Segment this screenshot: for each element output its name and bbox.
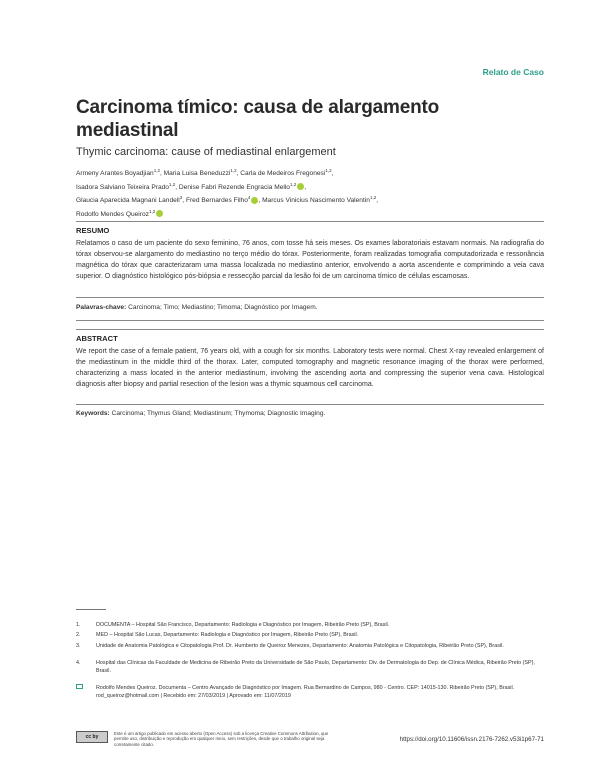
author-affiliation: 1,2 [369,195,377,201]
doi-link[interactable]: https://doi.org/10.11606/issn.2176-7262.v53i1p67-71 [399,736,544,743]
author-affiliation: 1,2 [289,181,297,187]
author-affiliation: 1,2 [153,168,160,173]
author-name: Armeny Arantes Boyadjian [76,170,154,178]
divider [76,404,544,405]
author-affiliation: 1,2 [148,209,156,215]
orcid-icon[interactable] [251,197,258,204]
author-name: Fred Bernardes Filho [185,197,248,205]
footnote-number: 2. [76,632,81,638]
article-title: Carcinoma tímico: causa de alargamento mediastinal [76,97,440,141]
divider [76,320,544,321]
author-name: Isadora Salviano Teixeira Prado [76,183,169,191]
abstract-keywords [76,410,544,417]
author-name: Glaucia Aparecida Magnani Landell [76,197,180,205]
section-tag: Relato de Caso [482,67,544,77]
footnote-number: 3. [76,643,81,649]
divider [76,329,544,330]
article-subtitle: Thymic carcinoma: cause of mediastinal enlargement [76,146,336,158]
author-affiliation: 1,2 [230,168,237,173]
author-name: Marcus Vinicius Nascimento Valentin [262,197,370,205]
resumo-heading: RESUMO [76,226,110,235]
author-name: Rodolfo Mendes Queiroz [76,211,149,219]
author-affiliation: 1,2 [168,181,176,187]
footnote-number: 4. [76,660,81,666]
keywords-label: Keywords: [76,410,110,417]
footnote-text: DOCUMENTA – Hospital São Francisco, Departamento: Radiologia e Diagnóstico por Imagem, Ribeirão Preto (SP), Brasil. [96,622,390,628]
footnote-rule [76,609,106,610]
divider [76,297,544,298]
divider [76,221,544,222]
footnote-text: MED – Hospital São Lucas, Departamento: Radiologia e Diagnóstico por Imagem, Ribeirão Preto (SP), Brasil. [96,632,359,638]
envelope-icon [76,684,88,692]
resumo-keywords [76,304,544,311]
keywords-label: Palavras-chave: [76,304,127,311]
orcid-icon[interactable] [156,210,163,217]
orcid-icon[interactable] [297,183,304,190]
abstract-text: We report the case of a female patient, 76 years old, with a cough for six months. Laboratory tests were normal. Chest X-ray revealed enlargement of the mediastinum in the middle third of the thorax. Later, computed tomography and magnetic resonance imaging of the thorax were performed, characterizing a mass located in the anterior mediastinum, involving the ascending aorta and compressing the superior vena cava. Histological diagnosis after biopsy and partial resection of the lesion was a thymic squamous cell carcinoma. [76,348,544,388]
license-text: Este é um artigo publicado em acesso aberto (Open Access) sob a licença Creative Commons Attribution, que permite uso, distribuição e reprodução em qualquer meio, sem restrições, desde que o trabalho original seja corretamente citado. [114,731,329,747]
correspondence-text: Rodolfo Mendes Queiroz. Documenta – Centro Avançado de Diagnóstico por Imagem. Rua Bernardino de Campos, 980 - Centro. CEP: 14015-130. Ribeirão Preto (SP), Brasil. rod_queiroz@hotmail.com | Recebido em: 27/03/2019 | Aprovado em: 11/07/2019 [96,685,515,699]
author-affiliation: 3 [179,195,183,201]
footnote-text: Unidade de Anatomia Patológica e Citopatologia Prof. Dr. Humberto de Queiroz Menezes, Departamento: Anatomia Patológica e Citopatologia, Ribeirão Preto (SP), Brasil. [96,643,504,649]
author-affiliation: 4 [247,195,251,201]
resumo-text: Relatamos o caso de um paciente do sexo feminino, 76 anos, com tosse há seis meses. Os exames laboratoriais estavam normais. Na radiografia do tórax observou-se alargamento do mediastino no terço médio do tórax. Posteriormente, foram realizadas tomografia computadorizada e ressonância magnética do tórax que caracterizaram uma massa localizada no mediastino anterior, envolvendo a aorta ascendente e comprimindo a veia cava superior. O diagnóstico histológico pós-biópsia e ressecção parcial da lesão foi de um carcinoma tímico de células escamosas. [76,240,544,280]
author-name: Maria Luisa Beneduzzi [163,170,231,178]
author-name: Carla de Medeiros Fregonesi [240,170,326,178]
cc-license-badge[interactable]: cc by [76,731,108,743]
footnote-text: Hospital das Clínicas da Faculdade de Medicina de Ribeirão Preto da Universidade de São Paulo, Departamento: Div. de Dermatologia do Dep. de Clínica Médica, Ribeirão Preto (SP), Brasil. [96,660,535,674]
keywords-value: Carcinoma; Timo; Mediastino; Timoma; Diagnóstico por Imagem. [128,304,318,311]
abstract-heading: ABSTRACT [76,334,118,343]
keywords-value: Carcinoma; Thymus Gland; Mediastinum; Thymoma; Diagnostic Imaging. [111,410,326,417]
author-affiliation: 1,2 [325,168,332,173]
author-name: Denise Fabri Rezende Engracia Mello [178,183,290,191]
author-list: Armeny Arantes Boyadjian$^{1,2}$, Maria Luisa Beneduzzi$^{1,2}$, Carla de Medeiros Fregonesi$^{1,2}$, Isadora Salviano Teixeira Prado$^{1,2}$, Denise Fabri Rezende Engracia Mello$^{1,2}$ , Glaucia Aparecida Magnani Landell$^3$, Fred Bernardes Filho$^4$ , Marcus Vinicius Nascimento Valentin$^{1,2}$, Rodolfo Mendes Queiroz$^{1,2}$ [76,168,379,219]
footnote-number: 1. [76,622,81,628]
